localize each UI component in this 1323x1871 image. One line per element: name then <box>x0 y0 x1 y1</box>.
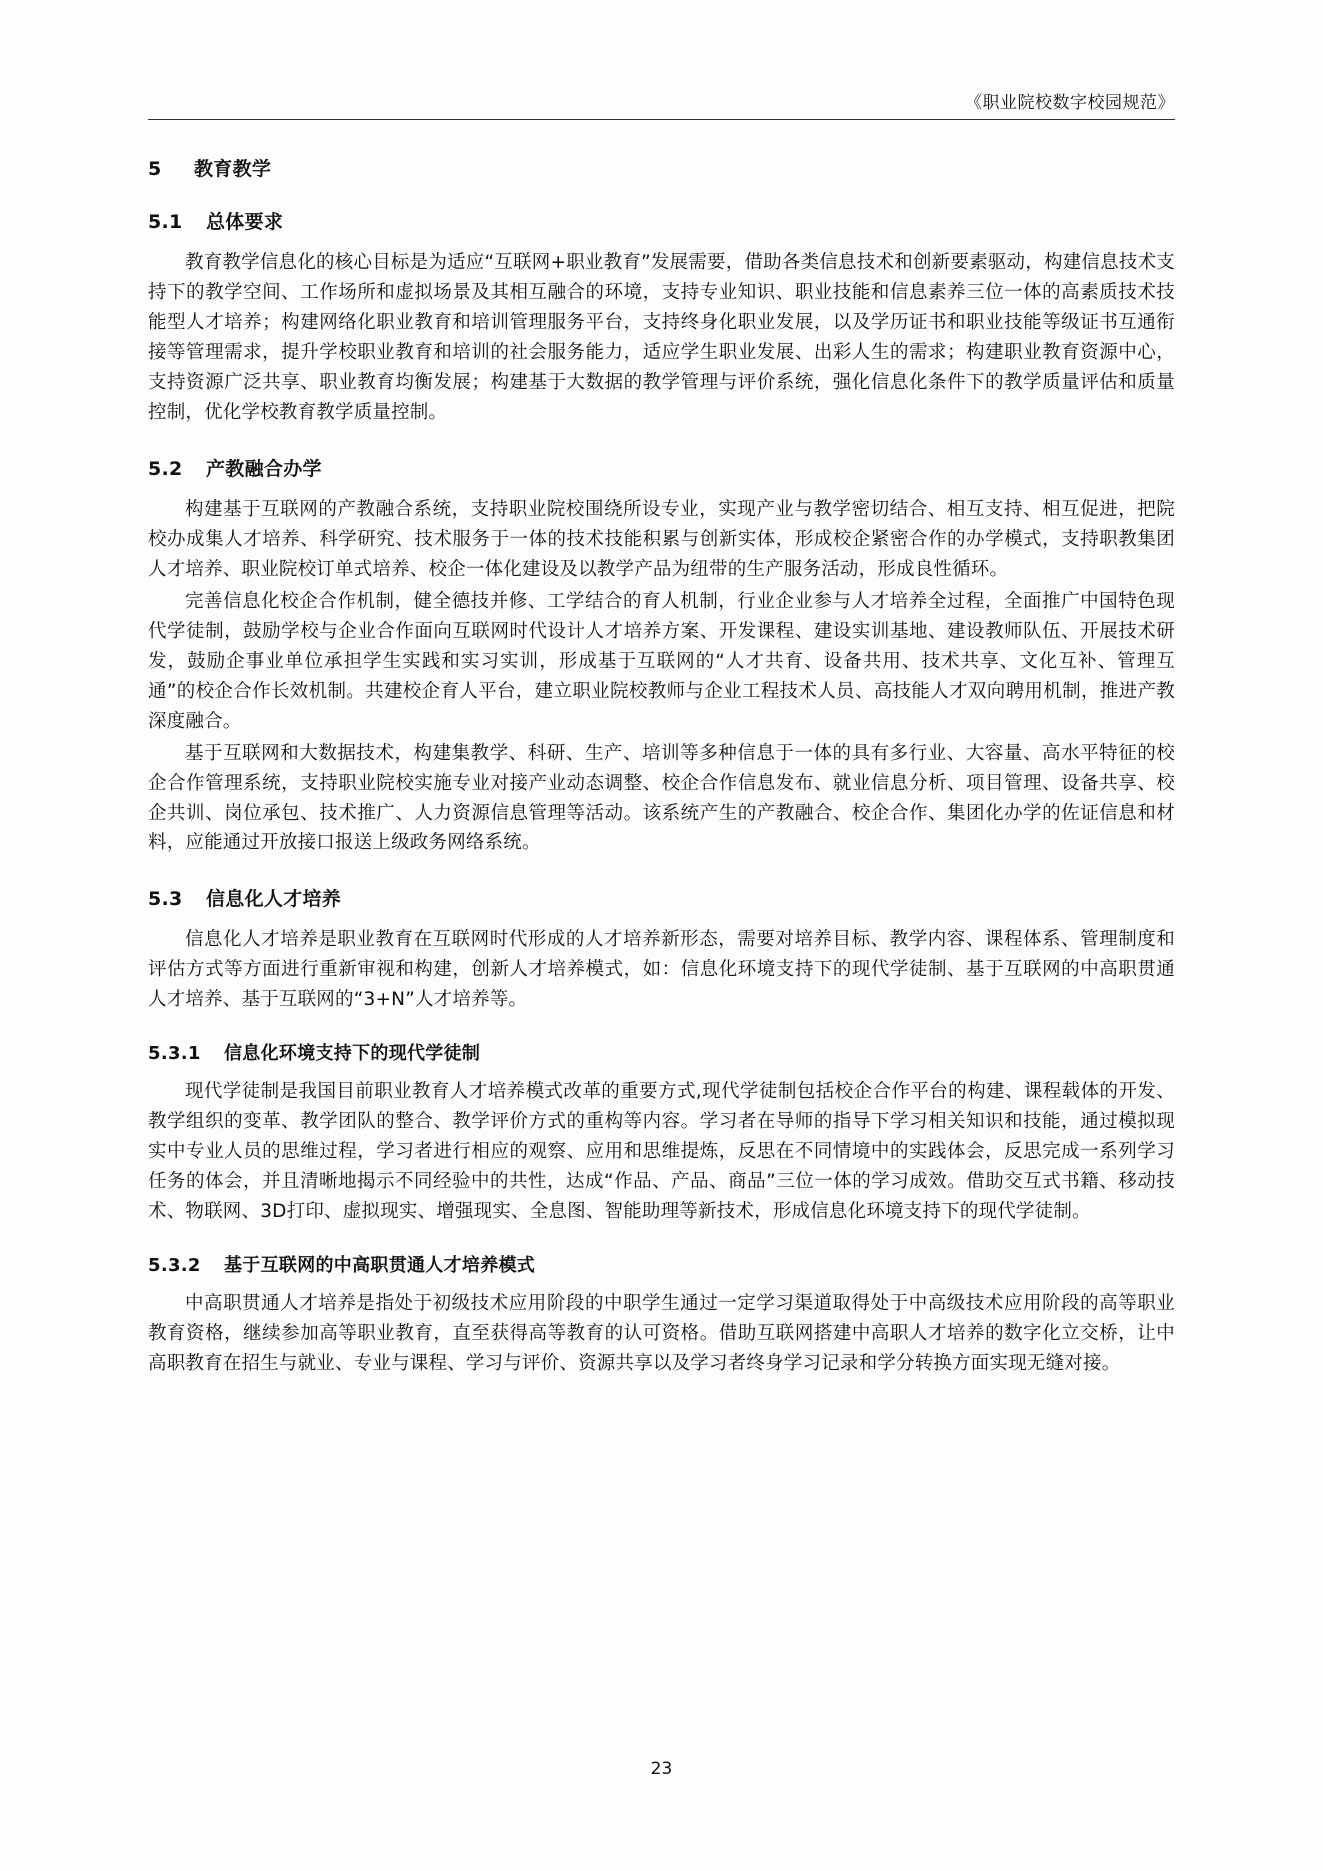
paragraph: 信息化人才培养是职业教育在互联网时代形成的人才培养新形态，需要对培养目标、教学内容、课程体系、管理制度和评估方式等方面进行重新审视和构建，创新人才培养模式，如：信息化环境支持下的现代学徒制、基于互联网的中高职贯通人才培养、基于互联网的“3+N”人才培养等。 <box>148 929 1175 1011</box>
paragraph: 教育教学信息化的核心目标是为适应“互联网+职业教育”发展需要，借助各类信息技术和创新要素驱动，构建信息技术支持下的教学空间、工作场所和虚拟场景及其相互融合的环境，支持专业知识、职业技能和信息素养三位一体的高素质技术技能型人才培养；构建网络化职业教育和培训管理服务平台，支持终身化职业发展，以及学历证书和职业技能等级证书互通衔接等管理需求，提升学校职业教育和培训的社会服务能力，适应学生职业发展、出彩人生的需求；构建职业教育资源中心，支持资源广泛共享、职业教育均衡发展；构建基于大数据的教学管理与评价系统，强化信息化条件下的教学质量评估和质量控制，优化学校教育教学质量控制。 <box>148 252 1175 423</box>
heading-5-title: 教育教学 <box>194 158 272 180</box>
heading-5-3-2-number: 5.3.2 <box>148 1255 201 1277</box>
heading-5-3-1 <box>148 1039 1175 1065</box>
paragraph: 现代学徒制是我国目前职业教育人才培养模式改革的重要方式,现代学徒制包括校企合作平台的构建、课程载体的开发、教学组织的变革、教学团队的整合、教学评价方式的重构等内容。学习者在导师的指导下学习相关知识和技能，通过模拟现实中专业人员的思维过程，学习者进行相应的观察、应用和思维提炼，反思在不同情境中的实践体会，反思完成一系列学习任务的体会，并且清晰地揭示不同经验中的共性，达成“作品、产品、商品”三位一体的学习成效。借助交互式书籍、移动技术、物联网、3D打印、虚拟现实、增强现实、全息图、智能助理等新技术，形成信息化环境支持下的现代学徒制。 <box>148 1081 1175 1223</box>
heading-5-1-title: 总体要求 <box>206 211 284 233</box>
paragraph: 中高职贯通人才培养是指处于初级技术应用阶段的中职学生通过一定学习渠道取得处于中高级技术应用阶段的高等职业教育资格，继续参加高等职业教育，直至获得高等教育的认可资格。借助互联网搭建中高职人才培养的数字化立交桥，让中高职教育在招生与就业、专业与课程、学习与评价、资源共享以及学习者终身学习记录和学分转换方面实现无缝对接。 <box>148 1293 1175 1375</box>
heading-5-1 <box>148 207 1175 234</box>
heading-5-3 <box>148 884 1175 911</box>
page-number: 23 <box>650 1759 673 1779</box>
paragraph: 基于互联网和大数据技术，构建集教学、科研、生产、培训等多种信息于一体的具有多行业、大容量、高水平特征的校企合作管理系统，支持职业院校实施专业对接产业动态调整、校企合作信息发布、就业信息分析、项目管理、设备共享、校企共训、岗位承包、技术推广、人力资源信息管理等活动。该系统产生的产教融合、校企合作、集团化办学的佐证信息和材料，应能通过开放接口报送上级政务网络系统。 <box>148 742 1175 854</box>
heading-5-2 <box>148 454 1175 481</box>
heading-5-2-number: 5.2 <box>148 457 183 480</box>
running-header: 《职业院校数字校园规范》 <box>965 93 1175 113</box>
heading-5-3-2-title: 基于互联网的中高职贯通人才培养模式 <box>224 1255 536 1277</box>
heading-5-3-2 <box>148 1251 1175 1277</box>
header-divider <box>148 119 1175 120</box>
heading-5-1-number: 5.1 <box>148 211 183 233</box>
paragraph: 完善信息化校企合作机制，健全德技并修、工学结合的育人机制，行业企业参与人才培养全过程，全面推广中国特色现代学徒制，鼓励学校与企业合作面向互联网时代设计人才培养方案、开发课程、建设实训基地、建设教师队伍、开展技术研发，鼓励企事业单位承担学生实践和实习实训，形成基于互联网的“人才共育、设备共用、技术共享、文化互补、管理互通”的校企合作长效机制。共建校企育人平台，建立职业院校教师与企业工程技术人员、高技能人才双向聘用机制，推进产教深度融合。 <box>148 590 1175 732</box>
heading-5-3-number: 5.3 <box>148 888 183 911</box>
heading-5-3-1-number: 5.3.1 <box>148 1043 201 1065</box>
page-content <box>148 88 1175 1381</box>
heading-5-2-title: 产教融合办学 <box>206 457 322 480</box>
heading-5-number: 5 <box>148 158 162 180</box>
heading-5 <box>148 154 1175 181</box>
paragraph: 构建基于互联网的产教融合系统，支持职业院校围绕所设专业，实现产业与教学密切结合、相互支持、相互促进，把院校办成集人才培养、科学研究、技术服务于一体的技术技能积累与创新实体，形成校企紧密合作的办学模式，支持职教集团人才培养、职业院校订单式培养、校企一体化建设及以教学产品为纽带的生产服务活动，形成良性循环。 <box>148 498 1175 580</box>
heading-5-3-title: 信息化人才培养 <box>206 888 342 911</box>
heading-5-3-1-title: 信息化环境支持下的现代学徒制 <box>224 1043 481 1065</box>
